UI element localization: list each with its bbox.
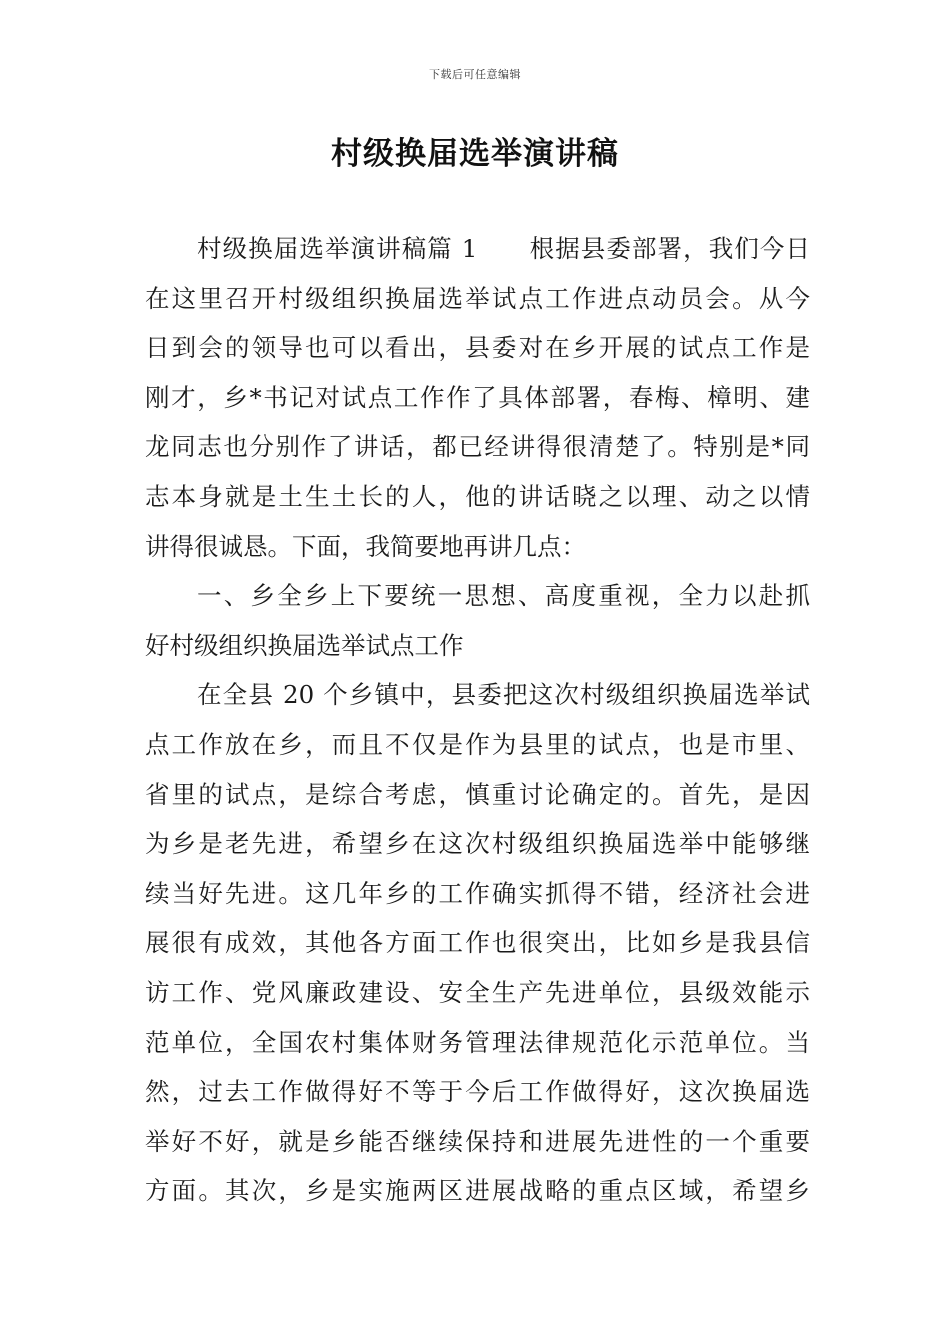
document-title: 村级换届选举演讲稿 bbox=[331, 136, 619, 172]
text-line: 村级换届选举演讲稿篇 1 根据县委部署，我们今日 bbox=[197, 234, 810, 263]
text-line: 刚才，乡*书记对试点工作作了具体部署，春梅、樟明、建 bbox=[145, 382, 810, 412]
text-line: 方面。其次，乡是实施两区进展战略的重点区域，希望乡 bbox=[145, 1176, 810, 1206]
text-line: 点工作放在乡，而且不仅是作为县里的试点，也是市里、 bbox=[145, 729, 810, 759]
text-line: 讲得很诚恳。下面，我简要地再讲几点： bbox=[145, 531, 586, 561]
text-line: 在全县 20 个乡镇中，县委把这次村级组织换届选举试 bbox=[197, 680, 810, 710]
text-line: 续当好先进。这几年乡的工作确实抓得不错，经济社会进 bbox=[145, 878, 810, 908]
text-line: 展很有成效，其他各方面工作也很突出，比如乡是我县信 bbox=[145, 928, 810, 958]
text-line: 范单位，全国农村集体财务管理法律规范化示范单位。当 bbox=[145, 1027, 810, 1057]
text-line: 在这里召开村级组织换届选举试点工作进点动员会。从今 bbox=[145, 283, 810, 313]
text-line: 为乡是老先进，希望乡在这次村级组织换届选举中能够继 bbox=[145, 829, 810, 859]
text-line: 志本身就是土生土长的人，他的讲话晓之以理、动之以情 bbox=[145, 481, 810, 511]
text-line: 一、乡全乡上下要统一思想、高度重视，全力以赴抓 bbox=[197, 581, 810, 611]
text-line: 好村级组织换届选举试点工作 bbox=[145, 630, 464, 660]
text-line: 日到会的领导也可以看出，县委对在乡开展的试点工作是 bbox=[145, 333, 810, 363]
text-line: 龙同志也分别作了讲话，都已经讲得很清楚了。特别是*同 bbox=[145, 432, 810, 462]
header-note: 下载后可任意编辑 bbox=[429, 68, 521, 81]
text-line: 省里的试点，是综合考虑，慎重讨论确定的。首先，是因 bbox=[145, 779, 810, 809]
text-line: 访工作、党风廉政建设、安全生产先进单位，县级效能示 bbox=[145, 977, 810, 1007]
text-line: 举好不好，就是乡能否继续保持和进展先进性的一个重要 bbox=[145, 1126, 810, 1156]
document-body bbox=[145, 224, 810, 1216]
text-line: 然，过去工作做得好不等于今后工作做得好，这次换届选 bbox=[145, 1077, 810, 1107]
